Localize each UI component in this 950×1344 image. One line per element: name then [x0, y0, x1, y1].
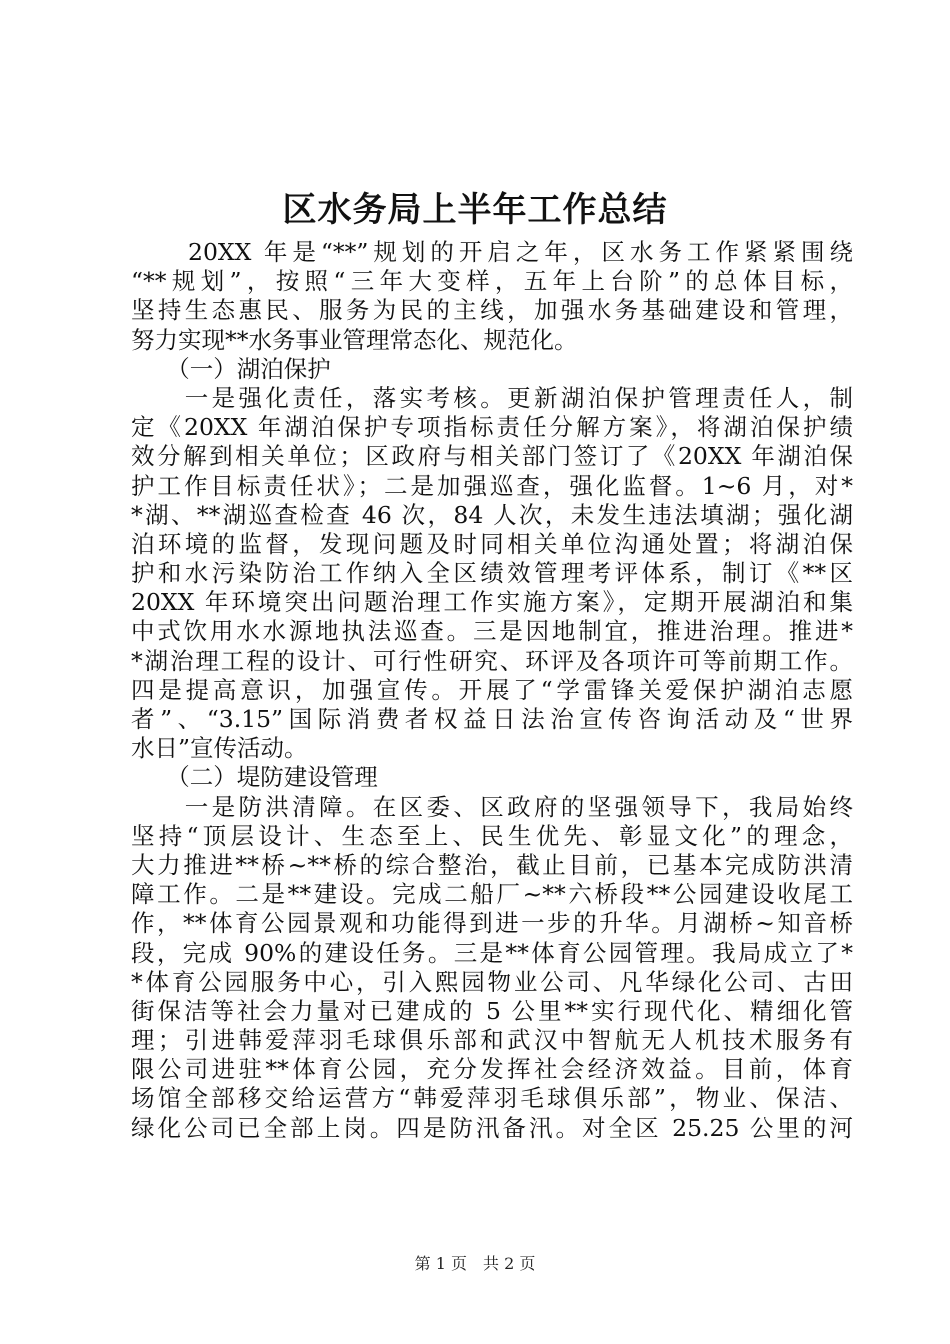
text-line: 坚持“顶层设计、生态至上、民生优先、彰显文化”的理念，	[131, 821, 853, 850]
text-line: 限公司进驻**体育公园，充分发挥社会经济效益。目前，体育	[131, 1055, 853, 1084]
text-line: 街保洁等社会力量对已建成的 5 公里**实行现代化、精细化管	[131, 996, 853, 1025]
text-line: 绿化公司已全部上岗。四是防汛备汛。对全区 25.25 公里的河	[131, 1113, 853, 1142]
text-line: 努力实现**水务事业管理常态化、规范化。	[131, 325, 578, 354]
text-line: *湖治理工程的设计、可行性研究、环评及各项许可等前期工作。	[131, 646, 853, 675]
text-line: 坚持生态惠民、服务为民的主线，加强水务基础建设和管理，	[131, 296, 853, 325]
text-line: （二）堤防建设管理	[131, 763, 378, 792]
text-line: *体育公园服务中心，引入熙园物业公司、凡华绿化公司、古田	[131, 967, 853, 996]
document-title: 区水务局上半年工作总结	[282, 190, 668, 230]
text-line: 一是强化责任，落实考核。更新湖泊保护管理责任人，制	[131, 383, 853, 412]
text-line: 护工作目标责任状》；二是加强巡查，强化监督。1~6 月，对*	[131, 471, 853, 500]
text-line: 20XX 年环境突出问题治理工作实施方案》，定期开展湖泊和集	[131, 588, 853, 617]
text-line: 作，**体育公园景观和功能得到进一步的升华。月湖桥~知音桥	[131, 909, 853, 938]
text-line: 四是提高意识，加强宣传。开展了“学雷锋关爱保护湖泊志愿	[131, 675, 853, 704]
text-line: 效分解到相关单位；区政府与相关部门签订了《20XX 年湖泊保	[131, 442, 853, 471]
text-line: 段，完成 90%的建设任务。三是**体育公园管理。我局成立了*	[131, 938, 853, 967]
text-line: 定《20XX 年湖泊保护专项指标责任分解方案》，将湖泊保护绩	[131, 413, 853, 442]
text-line: 大力推进**桥~**桥的综合整治，截止目前，已基本完成防洪清	[131, 850, 853, 879]
text-line: 场馆全部移交给运营方“韩爱萍羽毛球俱乐部”，物业、保洁、	[131, 1084, 853, 1113]
text-line: 理；引进韩爱萍羽毛球俱乐部和武汉中智航无人机技术服务有	[131, 1026, 853, 1055]
text-line: 泊环境的监督，发现问题及时同相关单位沟通处置；将湖泊保	[131, 529, 853, 558]
text-line: “**规划”，按照“三年大变样，五年上台阶”的总体目标，	[131, 267, 853, 296]
document-body	[131, 238, 853, 1143]
text-line: 20XX 年是“**”规划的开启之年，区水务工作紧紧围绕	[131, 238, 853, 266]
text-line: 中式饮用水水源地执法巡查。三是因地制宜，推进治理。推进*	[131, 617, 853, 646]
text-line: （一）湖泊保护	[131, 354, 331, 383]
page-footer: 第 1 页 共 2 页	[414, 1254, 536, 1273]
text-line: 障工作。二是**建设。完成二船厂~**六桥段**公园建设收尾工	[131, 880, 853, 909]
text-line: 护和水污染防治工作纳入全区绩效管理考评体系，制订《**区	[131, 559, 853, 588]
text-line: 水日”宣传活动。	[131, 734, 308, 763]
text-line: 一是防洪清障。在区委、区政府的坚强领导下，我局始终	[131, 792, 853, 821]
text-line: *湖、**湖巡查检查 46 次，84 人次，未发生违法填湖；强化湖	[131, 500, 853, 529]
text-line: 者”、“3.15”国际消费者权益日法治宣传咨询活动及“世界	[131, 705, 853, 733]
